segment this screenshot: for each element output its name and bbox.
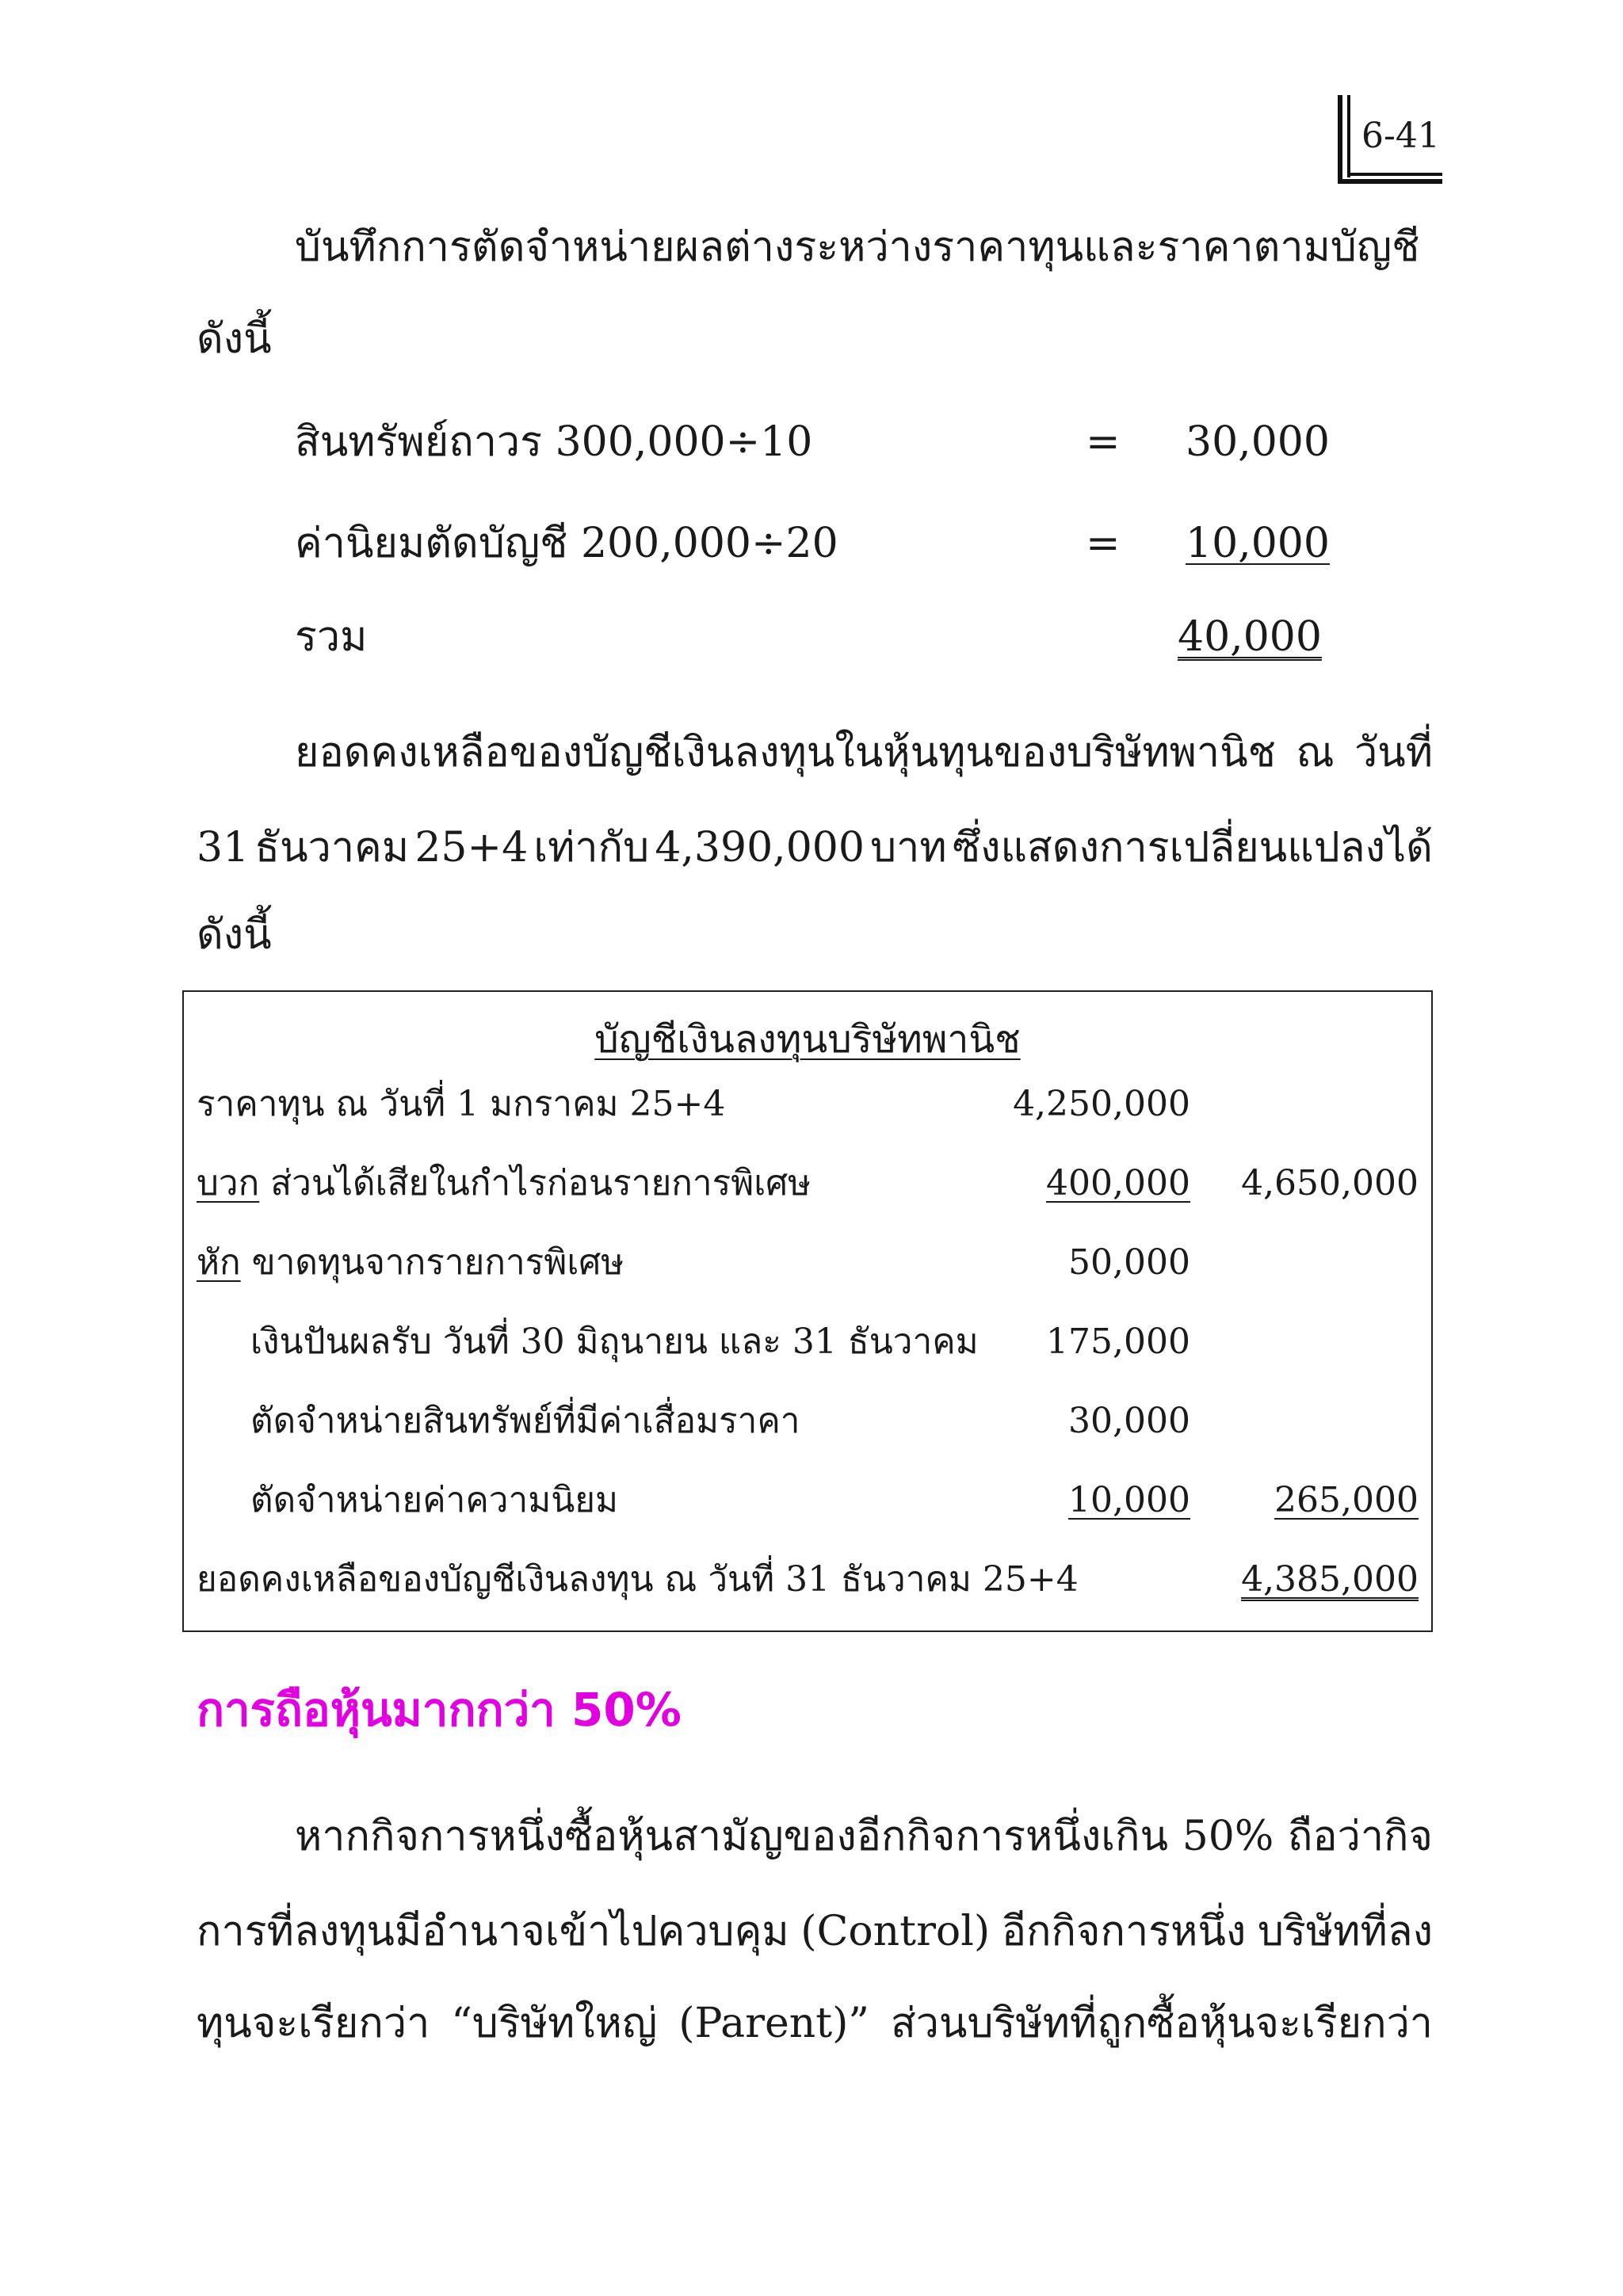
word: บาท [870,824,947,871]
ledger-label: เงินปันผลรับ วันที่ 30 มิถุนายน และ 31 ธันวาคม [250,1322,979,1362]
ledger-label: บวก ส่วนได้เสียในกำไรก่อนรายการพิเศษ [197,1163,812,1203]
word: ยอดคงเหลือของบัญชีเงินลงทุนในหุ้นทุนของบริษัทพานิช [295,729,1276,776]
frame-line [1347,173,1442,176]
word: ณ [1296,729,1335,776]
word: 25+4 [414,824,529,871]
word: การที่ลงทุนมีอำนาจเข้าไปควบคุม [197,1908,789,1955]
ledger-row [197,1556,1419,1604]
ledger-row [197,1477,1419,1524]
intro-line-2: ดังนี้ [197,315,272,363]
word: “บริษัทใหญ่ [451,2000,658,2047]
ledger-label: ตัดจำหน่ายค่าความนิยม [250,1480,619,1520]
ledger-total: 4,385,000 [1241,1559,1419,1600]
word: 31 [197,824,250,871]
word: วันที่ [1354,729,1433,776]
ledger-label: ยอดคงเหลือของบัญชีเงินลงทุน ณ วันที่ 31 ธันวาคม 25+4 [197,1559,1079,1600]
ledger-row [197,1160,1419,1207]
word: ธันวาคม [254,824,410,871]
ledger-row [197,1318,1419,1366]
para1-line-2 [197,824,1433,871]
word: 4,390,000 [655,824,865,871]
word: ถือว่ากิจ [1287,1813,1433,1860]
word: (Control) [800,1908,991,1955]
frame-bar [1347,95,1350,177]
frame-line [1338,179,1442,184]
ledger-label: หัก ขาดทุนจากรายการพิเศษ [197,1242,624,1283]
page-number: 6-41 [1361,116,1440,156]
ledger-label: ราคาทุน ณ วันที่ 1 มกราคม 25+4 [197,1084,726,1124]
frame-bar [1338,95,1342,184]
word: หากกิจการหนึ่งซื้อหุ้นสามัญของอีกกิจการหนึ่งเกิน [295,1813,1169,1860]
calc-equals: = [1086,418,1121,466]
ledger-amount: 10,000 [1068,1480,1190,1520]
para2-line-1 [295,1813,1433,1860]
calc-value-goodwill: 10,000 [1186,520,1330,567]
investment-ledger [182,990,1433,1632]
ledger-row [197,1081,1419,1128]
word: (Parent)” [678,2000,870,2047]
word: 50% [1182,1813,1274,1860]
ledger-title: บัญชีเงินลงทุนบริษัทพานิช [594,1017,1021,1062]
para1-line-1 [295,729,1433,776]
word: ส่วนบริษัทที่ถูกซื้อหุ้นจะเรียกว่า [890,2000,1433,2047]
para1-line-3: ดังนี้ [197,911,272,959]
ledger-amount: 175,000 [1046,1322,1190,1362]
ledger-row [197,1239,1419,1287]
ledger-amount: 400,000 [1046,1163,1190,1203]
ledger-amount: 30,000 [1068,1401,1190,1441]
word: เท่ากับ [533,824,650,871]
word: ซึ่งแสดงการเปลี่ยนแปลงได้ [952,824,1433,871]
para2-line-2 [197,1908,1433,1955]
para2-line-3 [197,2000,1433,2047]
page-number-frame [1338,95,1442,184]
ledger-prefix-add: บวก [197,1163,260,1203]
calc-label-assets: สินทรัพย์ถาวร 300,000÷10 [295,418,813,466]
ledger-amount: 50,000 [1068,1242,1190,1283]
word: บริษัทที่ลง [1257,1908,1433,1955]
ledger-total: 4,650,000 [1241,1163,1419,1203]
ledger-label: ตัดจำหน่ายสินทรัพย์ที่มีค่าเสื่อมราคา [250,1401,800,1441]
word: อีกกิจการหนึ่ง [1001,1908,1247,1955]
ledger-prefix-less: หัก [197,1242,241,1283]
intro-line-1: บันทึกการตัดจำหน่ายผลต่างระหว่างราคาทุนและราคาตามบัญชี [295,223,1420,271]
ledger-amount: 4,250,000 [1013,1084,1190,1124]
calc-label-goodwill: ค่านิยมตัดบัญชี 200,000÷20 [295,520,838,567]
calc-value-total: 40,000 [1178,613,1322,661]
ledger-row [197,1398,1419,1445]
calc-equals: = [1086,520,1121,567]
word: ทุนจะเรียกว่า [197,2000,430,2047]
section-heading: การถือหุ้นมากกว่า 50% [197,1683,682,1737]
calc-value-assets: 30,000 [1186,418,1330,466]
calc-label-total: รวม [295,613,368,661]
ledger-total: 265,000 [1274,1480,1419,1520]
